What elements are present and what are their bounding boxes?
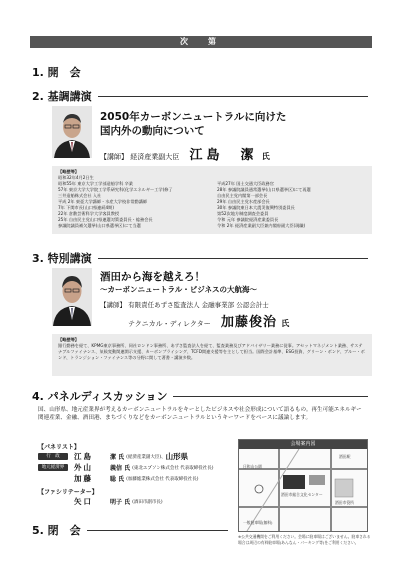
panelist-category-badge	[38, 475, 68, 482]
map-label-venue: 酒田市総合文化センター	[281, 492, 323, 497]
keynote-title-line1: 2050年カーボンニュートラルに向けた	[100, 111, 287, 123]
panelist-category-badge: 行 政	[38, 453, 68, 460]
section-special-lecture	[32, 250, 368, 266]
panelist-affiliation: (東北エプソン株式会社 代表取締役社長)	[132, 465, 214, 471]
map-note: ※公共交通機関をご利用ください。会場に駐車場はございません。駐車される場合は周辺の有料駐車場(あんなん・パーキング等)をご利用ください。	[238, 534, 371, 545]
panelist-extra: 山形県	[165, 452, 189, 461]
venue-map	[238, 439, 368, 532]
special-title-line2: ～カーボンニュートラル・ビジネスの大航海～	[100, 285, 258, 294]
panelist-given-name: 聡 氏	[110, 476, 125, 483]
map-roads	[239, 449, 367, 531]
panelist-affiliation: (加藤総業株式会社 代表取締役社長)	[126, 476, 199, 482]
section-label: 2. 基調講演	[32, 90, 92, 103]
facilitator-name: 矢口	[74, 497, 93, 506]
map-label-parking: 一般駐車場(無料)	[243, 520, 273, 525]
facilitator-spacer	[38, 498, 68, 505]
special-affiliation-text: 【講師】 有限責任あずさ監査法人 金融事業部 公認会計士	[100, 301, 269, 309]
bio-line: 昭和55年 東京大学工学部造船学科 卒業	[58, 181, 133, 186]
bio-line: 令和 元年 参議院経済産業委員長	[217, 217, 279, 222]
panelist-name: 外山	[74, 463, 93, 472]
bio-right-column	[217, 181, 366, 229]
bio-line: 第52次地方制度調査会委員	[217, 211, 269, 216]
panelist-given-name: 潔 氏	[110, 454, 125, 461]
special-speaker	[128, 311, 289, 330]
bio-line: 令和 2年 経済産業副大臣兼内閣府副大臣(現職)	[217, 223, 306, 228]
bio-line: 三井造船株式会社 入社	[58, 193, 102, 198]
panelists-label: 【パネリスト】	[38, 444, 80, 451]
map-label-station: 酒田駅	[339, 454, 351, 459]
map-label-park: 日和山公園	[243, 464, 262, 469]
bio-header: 【略歴等】	[58, 337, 79, 342]
facilitator-given-name: 明子 氏	[110, 499, 131, 506]
facilitator-affiliation: (酒田市副市長)	[132, 499, 163, 505]
bio-line: 25年 自由民主党山口県連選対策委員長・総務会長	[58, 217, 153, 222]
bio-line: 22年 倉敷芸術科学大学客員教授	[58, 211, 120, 216]
map-label-parking-p: P	[311, 469, 314, 474]
bio-line: 57年 東京大学大学院工学系研究科(化学エネルギー工学)修了	[58, 187, 173, 192]
keynote-speaker	[100, 144, 270, 163]
special-title	[100, 270, 257, 296]
keynote-honorific: 氏	[261, 152, 270, 161]
section-rule	[173, 396, 368, 397]
facilitator-row	[38, 496, 228, 507]
special-honorific: 氏	[281, 319, 290, 328]
bio-birth: 昭和32年4月2日生	[58, 175, 94, 180]
section-rule	[98, 96, 368, 97]
panelist-given-name: 義信 氏	[110, 465, 131, 472]
section-label: 5. 閉 会	[32, 524, 81, 537]
keynote-speaker-role: 【講師】 経済産業副大臣	[100, 153, 180, 161]
section-label: 1. 開 会	[32, 66, 81, 79]
facilitator-label: 【ファシリテーター】	[38, 489, 98, 496]
section-opening	[32, 64, 368, 80]
section-keynote	[32, 88, 368, 104]
panelist-affiliation: (経済産業副大臣)、	[126, 454, 166, 460]
bio-line: 自由民主党内閣第一部会長	[217, 193, 268, 198]
panel-members	[38, 439, 228, 507]
keynote-speaker-photo	[52, 106, 92, 158]
special-affiliation	[100, 300, 269, 309]
panelist-category-badge: 地元経済界	[38, 464, 68, 471]
bio-line: 28年 参議院議員通常選挙(山口県選挙区)にて再選	[217, 187, 311, 192]
special-speaker-photo	[52, 268, 92, 326]
section-rule	[87, 530, 228, 531]
section-label: 4. パネルディスカッション	[32, 390, 168, 403]
section-closing	[32, 522, 228, 538]
agenda-title: 次 第	[180, 37, 222, 46]
bio-line: 29年 自由民主党水産部会長	[217, 199, 270, 204]
bio-line: 平成 2年 東亜大学講師・水産大学校非常勤講師	[58, 199, 148, 204]
section-panel-discussion	[32, 388, 368, 404]
bio-line: 参議院議員補欠選挙(山口県選挙区)にて当選	[58, 223, 141, 228]
section-rule	[98, 258, 368, 259]
venue-map-title: 会場案内図	[239, 440, 367, 449]
special-bio-text: 銀行勤務を経て、KPMG東京事務所、同社ロンドン事務所、あずさ監査法人を経て、監査業務及びアドバイザリー業務に従事。アセットマネジメント業務、サステナブルファイナンス、気候変動関連開示支援、カーボンプライシング、TCFD関連支援等を主として担当。国際会計基準、ESG投資、グリーン・ボンド、ブルー・ボンド、トランジション・ファイナンス等の分野に関して著書・講演多数。	[58, 343, 365, 360]
panelist-name: 江島	[74, 452, 93, 461]
bio-header: 【略歴等】	[58, 169, 79, 174]
special-bio-box	[52, 334, 372, 376]
bio-line: 30年 参議院東日本大震災復興特別委員長	[217, 205, 295, 210]
panelist-row	[38, 473, 228, 484]
map-label-city-hall: 酒田市役所	[335, 500, 354, 505]
panel-intro: 国、山形県、地元産業界が考えるカーボンニュートラルをキーとしたビジネスや社会形成について語るもの。再生可能エネルギー関連産業、金融、酒田港、まちづくりなどをカーボンニュートラルというキーワードをベースに議論します。	[38, 407, 362, 421]
keynote-bio-box	[52, 166, 372, 234]
keynote-title	[100, 110, 340, 138]
special-speaker-role: テクニカル・ディレクター	[128, 320, 211, 328]
bio-line: 平成27年 国土交通大臣政務官	[217, 181, 274, 186]
bio-line: 7年 下関市長(山口県連続4期)	[58, 205, 114, 210]
keynote-speaker-name: 江島 潔	[189, 148, 258, 163]
bio-left-column	[58, 181, 207, 229]
section-label: 3. 特別講演	[32, 252, 92, 265]
panelist-row	[38, 451, 228, 462]
special-speaker-name: 加藤俊治	[220, 315, 277, 330]
agenda-header-bar	[30, 36, 372, 48]
panelist-name: 加藤	[74, 474, 93, 483]
panelist-row	[38, 462, 228, 473]
keynote-title-line2: 国内外の動向について	[100, 125, 205, 137]
special-title-line1: 酒田から海を越えろ！	[100, 271, 205, 283]
